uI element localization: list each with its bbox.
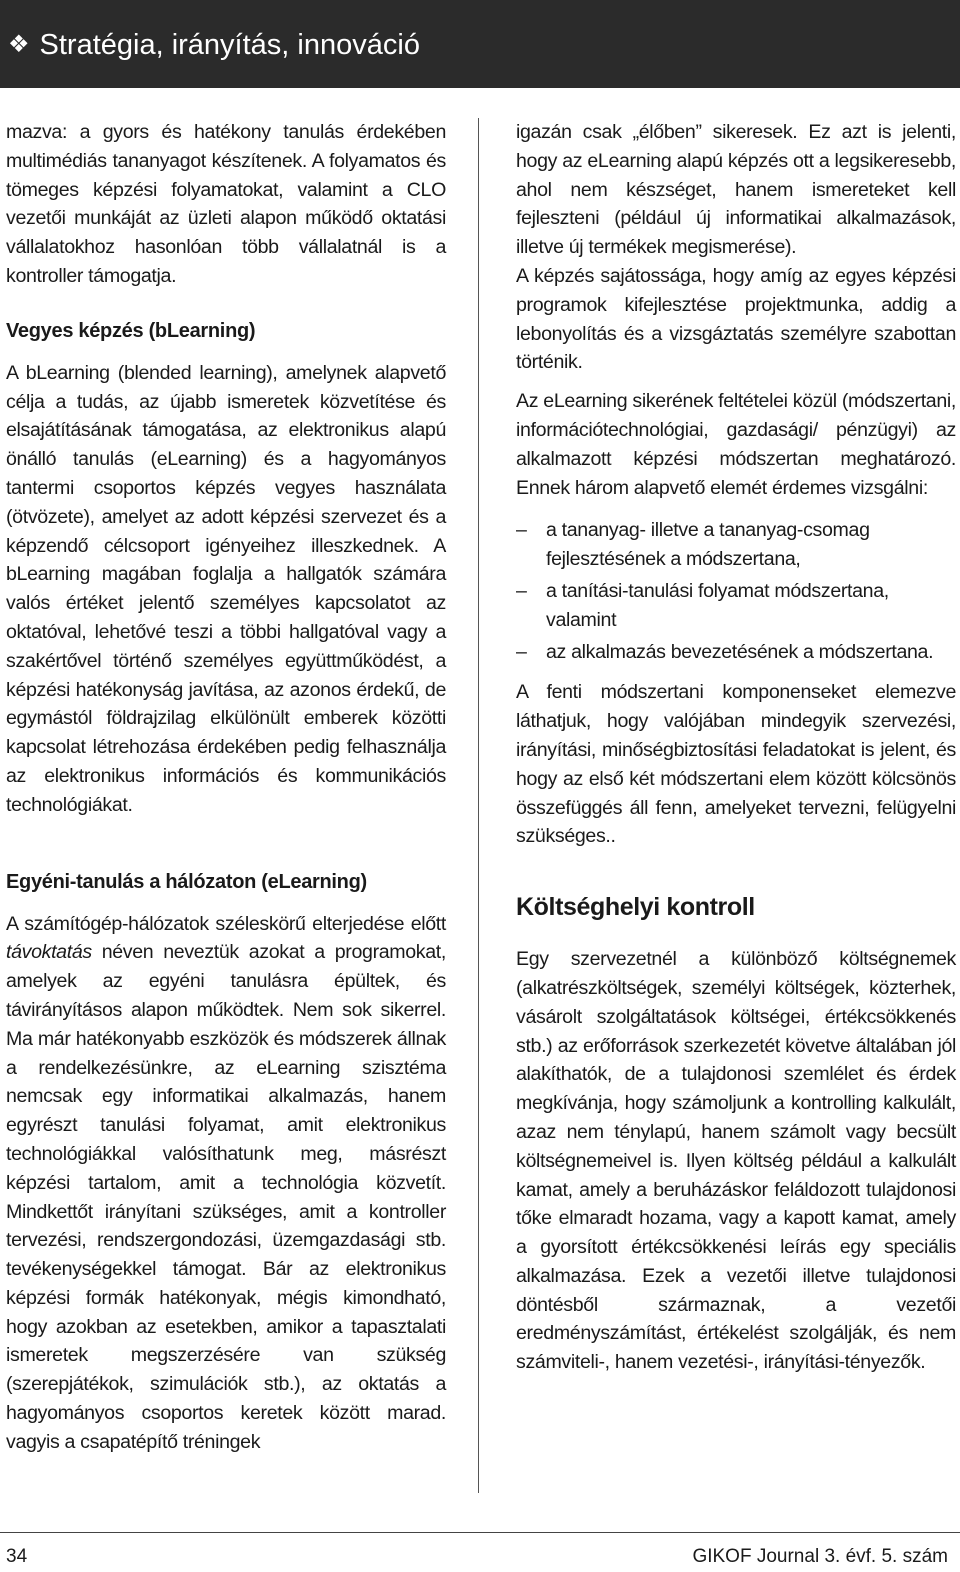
section-title-text: Stratégia, irányítás, innováció	[39, 29, 420, 61]
spacer	[516, 377, 956, 387]
paragraph: Egy szervezetnél a különböző költségnemek (alkatrészköltségek, személyi költségek, közterhek, vásárolt szolgáltatások költségei, értékcsökkenés stb.) az erőforrások szerkezetét követve általában jól alakíthatók, de a tulajdonosi szemlélet és érdek megkívánja, hogy számoljunk a kontrolling kalkulált, azaz nem ténylapú, hanem számolt vagy becsült költségnemeivel is. Ilyen költség például a kalkulált kamat, amely a beruházáskor feláldozott tulajdonosi tőke elmaradt hozama, vagy a kapott kamat, amely a gyorsított értékcsökkenési leírás egy speciális alkalmazása. Ezek a vezetői illetve tulajdonosi döntésből származnak, a vezetői eredményszámítást, értékelést szolgálják, és nem számviteli-, hanem vezetési-, irányítási-tényezők.	[516, 948, 956, 1374]
paragraph: A fenti módszertani komponenseket elemezve láthatjuk, hogy valójában mindegyik szervezési, irányítási, minőségbiztosítási feladatokat is jelent, és hogy az első két módszertani elem között kölcsönös összefüggés áll fenn, amelyeket tervezni, felügyelni szükséges..	[516, 681, 956, 848]
list-item	[516, 516, 956, 574]
paragraph: Az eLearning sikerének feltételei közül (módszertani, információtechnológiai, gazdasági/ pénzügyi) az alkalmazott képzési módszertan meghatározó. Ennek három alapvető elemét érdemes vizsgálni:	[516, 390, 956, 499]
section-title	[8, 28, 420, 62]
left-column	[6, 118, 446, 1457]
header-bar	[0, 0, 960, 88]
paragraph: A képzés sajátossága, hogy amíg az egyes képzési programok kifejlesztése projektmunka, addig a lebonyolítás és a vizsgáztatás személyre szabottan történik.	[516, 264, 956, 374]
diamond-bullet-icon: ❖	[8, 31, 30, 58]
emphasis-text: távoktatás	[6, 941, 92, 964]
heading-elearning: Egyéni-tanulás a hálózaton (eLearning)	[6, 870, 367, 893]
heading-cost-center: Költséghelyi kontroll	[516, 893, 755, 922]
paragraph	[6, 910, 446, 1457]
dash-bullet-icon: –	[516, 640, 527, 663]
paragraph-text: néven neveztük azokat a programokat, amelyek az egyéni tanulásra épültek, és távirányításos alapon működtek. Nem sok sikerrel. Ma már hatékonyabb eszközök és módszerek állnak a rendelkezésünkre, az eLearning szisztéma nemcsak egy informatikai alkalmazás, hanem egyrészt tanulási folyamat, amit elektronikus technológiákkal valósíthatunk meg, másrészt képzési tartalom, amit a technológia közvetít. Mindkettőt irányítani szükséges, amit a kontroller tervezési, rendszergondozási, üzemgazdasági stb. tevékenységekkel támogat. Bár az elektronikus képzési formák hatékonyak, mégis kimondható, hogy azokban az esetekben, amikor a tapasztalati ismeretek megszerzésére van szükség (szerepjátékok, szimulációk stb.), az oktatás a hagyományos csoportos keretek között marad. vagyis a csapatépítő tréningek	[6, 941, 446, 1453]
paragraph: igazán csak „élőben” sikeresek. Ez azt is jelenti, hogy az eLearning alapú képzés ott a legsikeresebb, ahol nem készséget, hanem ismereteket kell fejleszteni (például új informatikai alkalmazások, illetve új termékek megismerése).	[516, 121, 956, 259]
list-item-text: a tanítási-tanulási folyamat módszertana, valamint	[546, 579, 889, 631]
paragraph-text: A számítógép-hálózatok széleskörű elterjedése előtt	[6, 912, 446, 935]
paragraph: A bLearning (blended learning), amelynek alapvető célja a tudás, az újabb ismeretek közvetítése és elsajátításának támogatása, az elektronikus alapú önálló tanulás (eLearning) és a hagyományos tantermi csoportos képzés vegyes használata (ötvözete), amelyet az adott képzési szervezet és a képzendő célcsoport igényeihez illeszkednek. A bLearning magában foglalja a hallgatók számára valós értéket jelentő személyes kapcsolatot az oktatóval, lehetővé teszi a többi hallgatóval vagy a szakértővel történő személyes együttműködést, a képzési hatékonyság javítása, az azonos érdekű, de egymástól földrajzilag elkülönült emberek közötti kapcsolat létrehozása érdekében pedig felhasználja az elektronikus információs és kommunikációs technológiákat.	[6, 361, 446, 816]
journal-info: GIKOF Journal 3. évf. 5. szám	[692, 1546, 948, 1567]
list-item-text: az alkalmazás bevezetésének a módszertana.	[546, 640, 934, 663]
list-item	[516, 638, 956, 667]
right-column	[516, 118, 956, 1377]
page-number: 34	[6, 1546, 28, 1567]
paragraph: mazva: a gyors és hatékony tanulás érdekében multimédiás tananyagot készítenek. A folyamatos és tömeges képzési folyamatokat, valamint a CLO vezetői munkáját az üzleti alapon működő oktatási vállalatokhoz hasonlóan több vállalatnál is a kontroller támogatja.	[6, 121, 446, 287]
heading-blearning: Vegyes képzés (bLearning)	[6, 319, 256, 342]
dash-bullet-icon: –	[516, 579, 527, 602]
footer-divider	[0, 1532, 960, 1533]
method-list	[516, 516, 956, 666]
list-item	[516, 577, 956, 635]
column-divider	[478, 118, 479, 1493]
dash-bullet-icon: –	[516, 519, 527, 542]
list-item-text: a tananyag- illetve a tananyag-csomag fejlesztésének a módszertana,	[546, 519, 870, 571]
